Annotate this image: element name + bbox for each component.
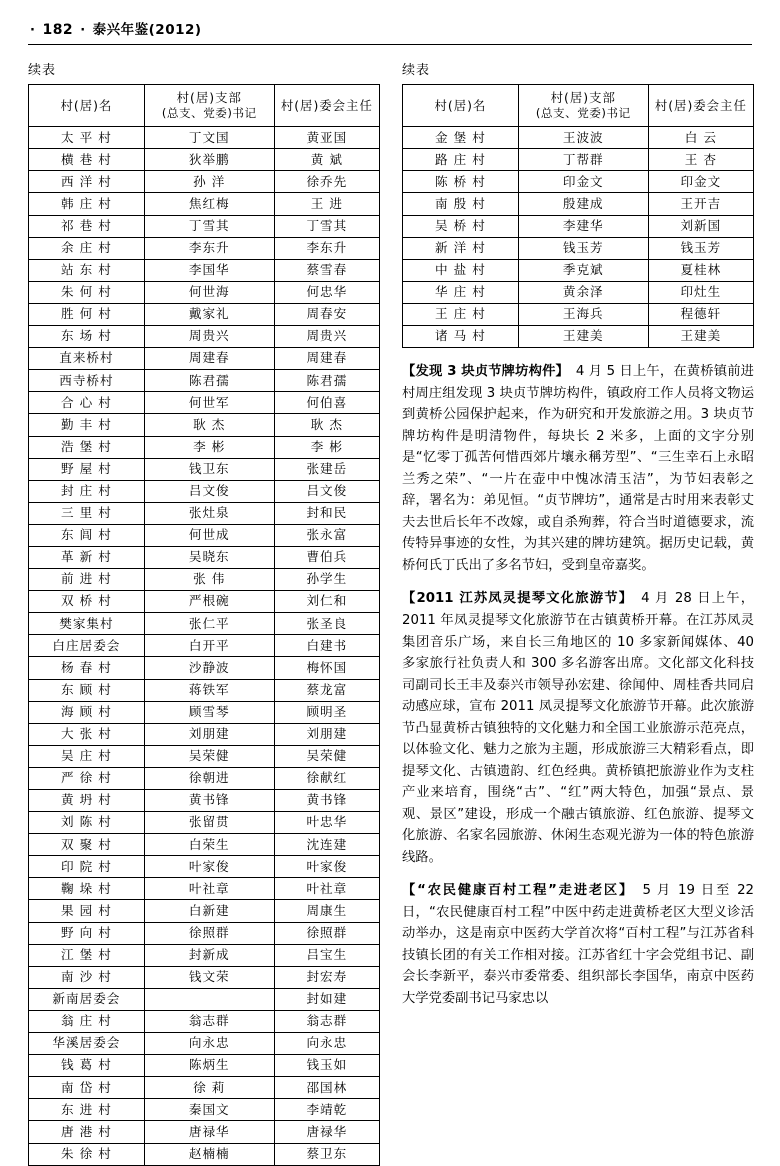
table-row [29, 348, 380, 370]
cell-director: 唐禄华 [274, 1121, 379, 1143]
cell-director: 蔡卫东 [274, 1143, 379, 1165]
cell-secretary: 周建春 [144, 348, 274, 370]
cell-secretary: 沙静波 [144, 657, 274, 679]
cell-secretary: 吴荣健 [144, 745, 274, 767]
column-header-director: 村(居)委会主任 [648, 85, 753, 127]
cell-village-name: 东 闾 村 [29, 524, 145, 546]
table-row [29, 790, 380, 812]
cell-director: 孙学生 [274, 569, 379, 591]
cell-director: 王 进 [274, 193, 379, 215]
cell-secretary: 季克斌 [518, 259, 648, 281]
table-row [29, 723, 380, 745]
table-row [29, 215, 380, 237]
cell-secretary: 王波波 [518, 127, 648, 149]
cell-secretary: 陈炳生 [144, 1055, 274, 1077]
cell-director: 吕文俊 [274, 480, 379, 502]
cell-director: 耿 杰 [274, 414, 379, 436]
table-row [403, 215, 754, 237]
table-row [403, 193, 754, 215]
cell-director: 李 彬 [274, 436, 379, 458]
cell-secretary: 黄书锋 [144, 790, 274, 812]
cell-secretary: 钱玉芳 [518, 237, 648, 259]
table-row [29, 127, 380, 149]
cell-village-name: 合 心 村 [29, 392, 145, 414]
cell-secretary: 叶家俊 [144, 856, 274, 878]
cell-village-name: 刘 陈 村 [29, 812, 145, 834]
header-rule [28, 44, 752, 45]
table-row [29, 303, 380, 325]
cell-secretary: 狄举鹏 [144, 149, 274, 171]
cell-secretary: 印金文 [518, 171, 648, 193]
table-row [29, 922, 380, 944]
article-list [402, 361, 754, 1009]
cell-director: 封和民 [274, 502, 379, 524]
table-row [29, 259, 380, 281]
cell-director: 白建书 [274, 635, 379, 657]
cell-village-name: 南 沙 村 [29, 966, 145, 988]
cell-director: 刘新国 [648, 215, 753, 237]
cell-village-name: 西寺桥村 [29, 370, 145, 392]
cell-secretary: 张 伟 [144, 569, 274, 591]
village-officials-table-left [28, 84, 380, 1166]
cell-village-name: 华 庄 村 [403, 281, 519, 303]
cell-secretary: 吴晓东 [144, 546, 274, 568]
cell-village-name: 直来桥村 [29, 348, 145, 370]
cell-secretary: 李东升 [144, 237, 274, 259]
cell-director: 蔡雪春 [274, 259, 379, 281]
cell-secretary: 叶社章 [144, 878, 274, 900]
cell-village-name: 江 堡 村 [29, 944, 145, 966]
table-row [29, 1055, 380, 1077]
cell-secretary: 殷建成 [518, 193, 648, 215]
table-row [403, 326, 754, 348]
table-row [29, 1121, 380, 1143]
article-paragraph [402, 361, 754, 576]
cell-secretary: 白开平 [144, 635, 274, 657]
table-row [29, 1143, 380, 1165]
cell-secretary: 张灶泉 [144, 502, 274, 524]
table-row [29, 392, 380, 414]
table-row [29, 480, 380, 502]
article-title: 【发现 3 块贞节牌坊构件】 [402, 364, 563, 380]
cell-village-name: 诸 马 村 [403, 326, 519, 348]
continued-label-left: 续表 [28, 63, 57, 78]
cell-village-name: 西 洋 村 [29, 171, 145, 193]
cell-secretary: 耿 杰 [144, 414, 274, 436]
cell-secretary: 黄余泽 [518, 281, 648, 303]
cell-director: 封宏寿 [274, 966, 379, 988]
cell-director: 向永忠 [274, 1033, 379, 1055]
table-row [403, 237, 754, 259]
cell-village-name: 吴 庄 村 [29, 745, 145, 767]
cell-secretary: 焦红梅 [144, 193, 274, 215]
cell-director: 张建岳 [274, 458, 379, 480]
cell-secretary: 刘朋建 [144, 723, 274, 745]
table-row [29, 767, 380, 789]
cell-director: 黄书锋 [274, 790, 379, 812]
cell-secretary: 丁帮群 [518, 149, 648, 171]
cell-director: 刘仁和 [274, 591, 379, 613]
cell-director: 白 云 [648, 127, 753, 149]
cell-village-name: 勤 丰 村 [29, 414, 145, 436]
cell-director: 何忠华 [274, 281, 379, 303]
cell-village-name: 站 东 村 [29, 259, 145, 281]
cell-village-name: 华溪居委会 [29, 1033, 145, 1055]
cell-village-name: 大 张 村 [29, 723, 145, 745]
cell-director: 张永富 [274, 524, 379, 546]
cell-director: 周春安 [274, 303, 379, 325]
cell-secretary: 翁志群 [144, 1010, 274, 1032]
cell-village-name: 鞠 垛 村 [29, 878, 145, 900]
table-row [29, 745, 380, 767]
cell-secretary: 王建美 [518, 326, 648, 348]
page-number: 182 [42, 22, 74, 38]
cell-secretary: 赵楠楠 [144, 1143, 274, 1165]
cell-village-name: 余 庄 村 [29, 237, 145, 259]
cell-secretary: 张留贯 [144, 812, 274, 834]
article-paragraph [402, 880, 754, 1009]
cell-secretary: 李 彬 [144, 436, 274, 458]
cell-director: 邵国林 [274, 1077, 379, 1099]
cell-director: 沈连建 [274, 834, 379, 856]
cell-village-name: 白庄居委会 [29, 635, 145, 657]
cell-director: 翁志群 [274, 1010, 379, 1032]
cell-director: 蔡龙富 [274, 679, 379, 701]
cell-village-name: 杨 春 村 [29, 657, 145, 679]
right-column [402, 59, 754, 1166]
table-row [29, 436, 380, 458]
cell-secretary: 陈君孺 [144, 370, 274, 392]
table-row [29, 701, 380, 723]
cell-village-name: 新南居委会 [29, 988, 145, 1010]
cell-secretary: 向永忠 [144, 1033, 274, 1055]
cell-village-name: 吴 桥 村 [403, 215, 519, 237]
two-column-layout [28, 59, 752, 1166]
article-body: 5 月 19 日至 22 日，“农民健康百村工程”中医中药走进黄桥老区大型义诊活动举办，这是南京中医药大学首次将“百村工程”与江苏省科技镇长团的有关工作相对接。江苏省红十字会党组书记、副会长李新平，泰兴市委常委、组织部长李国华，南京中医药大学党委副书记马家忠以 [402, 883, 754, 1006]
cell-director: 李东升 [274, 237, 379, 259]
table-row [29, 1077, 380, 1099]
cell-village-name: 双 聚 村 [29, 834, 145, 856]
table-row [29, 193, 380, 215]
cell-village-name: 翁 庄 村 [29, 1010, 145, 1032]
cell-village-name: 海 顾 村 [29, 701, 145, 723]
table-row [29, 856, 380, 878]
article-entry [402, 361, 754, 576]
cell-secretary: 何世成 [144, 524, 274, 546]
table-row [29, 1010, 380, 1032]
cell-village-name: 革 新 村 [29, 546, 145, 568]
table-row [403, 303, 754, 325]
table-header-row [29, 85, 380, 127]
cell-director: 张圣良 [274, 613, 379, 635]
cell-secretary: 李国华 [144, 259, 274, 281]
article-paragraph [402, 588, 754, 868]
cell-secretary: 唐禄华 [144, 1121, 274, 1143]
table-header-row [403, 85, 754, 127]
table-row [403, 171, 754, 193]
cell-village-name: 严 徐 村 [29, 767, 145, 789]
cell-village-name: 野 屋 村 [29, 458, 145, 480]
cell-director: 刘朋建 [274, 723, 379, 745]
header-bullet-left: · [30, 23, 36, 38]
cell-village-name: 浩 堡 村 [29, 436, 145, 458]
cell-secretary: 顾雪琴 [144, 701, 274, 723]
table-row [29, 149, 380, 171]
cell-village-name: 南 殷 村 [403, 193, 519, 215]
table-row [29, 635, 380, 657]
cell-director: 程德轩 [648, 303, 753, 325]
cell-director: 黄亚国 [274, 127, 379, 149]
cell-secretary: 戴家礼 [144, 303, 274, 325]
table-row [29, 988, 380, 1010]
cell-director: 叶家俊 [274, 856, 379, 878]
cell-village-name: 南 岱 村 [29, 1077, 145, 1099]
cell-director: 印灶生 [648, 281, 753, 303]
table-row [29, 414, 380, 436]
cell-secretary: 吕文俊 [144, 480, 274, 502]
cell-secretary: 钱文荣 [144, 966, 274, 988]
village-officials-table-right [402, 84, 754, 348]
cell-secretary [144, 988, 274, 1010]
cell-secretary: 徐照群 [144, 922, 274, 944]
cell-secretary: 孙 洋 [144, 171, 274, 193]
cell-village-name: 新 洋 村 [403, 237, 519, 259]
cell-secretary: 封新成 [144, 944, 274, 966]
cell-village-name: 唐 港 村 [29, 1121, 145, 1143]
cell-director: 丁雪其 [274, 215, 379, 237]
cell-director: 吴荣健 [274, 745, 379, 767]
cell-director: 钱玉芳 [648, 237, 753, 259]
cell-village-name: 祁 巷 村 [29, 215, 145, 237]
cell-secretary: 王海兵 [518, 303, 648, 325]
cell-director: 王开吉 [648, 193, 753, 215]
cell-village-name: 果 园 村 [29, 900, 145, 922]
cell-director: 周建春 [274, 348, 379, 370]
cell-village-name: 朱 徐 村 [29, 1143, 145, 1165]
table-row [403, 149, 754, 171]
header-bullet-right: · [80, 23, 86, 38]
cell-secretary: 蒋铁军 [144, 679, 274, 701]
cell-village-name: 胜 何 村 [29, 303, 145, 325]
cell-village-name: 韩 庄 村 [29, 193, 145, 215]
cell-village-name: 封 庄 村 [29, 480, 145, 502]
cell-director: 陈君孺 [274, 370, 379, 392]
table-row [403, 281, 754, 303]
cell-village-name: 三 里 村 [29, 502, 145, 524]
cell-director: 王 杏 [648, 149, 753, 171]
table-row [403, 259, 754, 281]
table-row [29, 657, 380, 679]
cell-village-name: 路 庄 村 [403, 149, 519, 171]
table-row [29, 966, 380, 988]
table-row [29, 326, 380, 348]
table-row [29, 834, 380, 856]
cell-secretary: 何世军 [144, 392, 274, 414]
cell-director: 黄 斌 [274, 149, 379, 171]
table-row [29, 569, 380, 591]
table-row [29, 171, 380, 193]
cell-director: 曹伯兵 [274, 546, 379, 568]
cell-village-name: 印 院 村 [29, 856, 145, 878]
cell-director: 叶忠华 [274, 812, 379, 834]
cell-secretary: 张仁平 [144, 613, 274, 635]
cell-director: 吕宝生 [274, 944, 379, 966]
cell-director: 李靖乾 [274, 1099, 379, 1121]
cell-secretary: 李建华 [518, 215, 648, 237]
table-row [29, 370, 380, 392]
cell-village-name: 东 顾 村 [29, 679, 145, 701]
cell-director: 印金文 [648, 171, 753, 193]
column-header-village: 村(居)名 [29, 85, 145, 127]
cell-director: 梅怀国 [274, 657, 379, 679]
table-row [29, 524, 380, 546]
column-header-secretary: 村(居)支部 (总支、党委)书记 [518, 85, 648, 127]
cell-secretary: 周贵兴 [144, 326, 274, 348]
table-row [29, 944, 380, 966]
cell-director: 何伯喜 [274, 392, 379, 414]
cell-village-name: 中 盐 村 [403, 259, 519, 281]
column-header-director: 村(居)委会主任 [274, 85, 379, 127]
table-row [29, 458, 380, 480]
table-row [29, 546, 380, 568]
article-title: 【“农民健康百村工程”走进老区】 [402, 883, 628, 899]
cell-village-name: 黄 坍 村 [29, 790, 145, 812]
cell-secretary: 白新建 [144, 900, 274, 922]
cell-village-name: 横 巷 村 [29, 149, 145, 171]
cell-secretary: 严根碗 [144, 591, 274, 613]
table-row [29, 613, 380, 635]
page-header [28, 18, 752, 40]
cell-village-name: 野 向 村 [29, 922, 145, 944]
article-body: 4 月 5 日上午，在黄桥镇前进村周庄组发现 3 块贞节牌坊构件，镇政府工作人员将文物运到黄桥公园保护起来，作为研究和开发旅游之用。3 块贞节牌坊构件是明清物件，每块长 2 米多，上面的文字分别是“忆零丁孤苦何惜西郊片壤永稱芳型”、“三生幸石上永昭兰秀之荣”、“一片在壶中中愧冰清玉洁”，为节妇表彰之辞，署名为：弟见恒。“贞节牌坊”，通常是古时用来表彰丈夫去世后长年不改嫁，或自杀殉葬，符合当时道德要求，流传特异事迹的女性，为其兴建的牌坊建筑。据历史记载，黄桥何氏丁氏出了多名节妇，受到皇帝嘉奖。 [402, 364, 754, 573]
cell-village-name: 朱 何 村 [29, 281, 145, 303]
table-row [29, 900, 380, 922]
table-row [29, 502, 380, 524]
table-row [29, 237, 380, 259]
table-row [29, 591, 380, 613]
cell-director: 夏桂林 [648, 259, 753, 281]
cell-village-name: 钱 葛 村 [29, 1055, 145, 1077]
column-header-village: 村(居)名 [403, 85, 519, 127]
column-header-secretary: 村(居)支部 (总支、党委)书记 [144, 85, 274, 127]
article-body: 4 月 28 日上午，2011 年凤灵提琴文化旅游节在古镇黄桥开幕。在江苏凤灵集团音乐广场，来自长三角地区的 10 多家新闻媒体、40 多家旅行社负责人和 300 多名游客出席。文化部文化科技司副司长王丰及泰兴市领导孙宏建、徐闻仲、周桂香共同启动感应球，宣布 2011 凤灵提琴文化旅游节开幕。此次旅游节凸显黄桥古镇独特的文化魅力和全国工业旅游示范亮点，以体验文化、魅力之旅为主题，形成旅游三大精彩看点，即提琴文化、古镇遗韵、红色经典。黄桥镇把旅游业作为支柱产业来培育，围绕“古”、“红”两大特色，加强“景点、景观、景区”建设，形成一个融古镇旅游、红色旅游、提琴文化旅游、名家名园旅游、休闲生态观光游为一体的特色旅游线路。 [402, 591, 754, 865]
cell-director: 叶社章 [274, 878, 379, 900]
table-row [29, 1033, 380, 1055]
article-title: 【2011 江苏凤灵提琴文化旅游节】 [402, 591, 627, 607]
cell-secretary: 丁文国 [144, 127, 274, 149]
cell-village-name: 东 场 村 [29, 326, 145, 348]
article-entry [402, 880, 754, 1009]
cell-village-name: 双 桥 村 [29, 591, 145, 613]
cell-village-name: 东 进 村 [29, 1099, 145, 1121]
cell-secretary: 徐朝进 [144, 767, 274, 789]
table-row [29, 1099, 380, 1121]
cell-director: 周康生 [274, 900, 379, 922]
cell-village-name: 金 堡 村 [403, 127, 519, 149]
table-row [29, 281, 380, 303]
table-row [29, 878, 380, 900]
cell-director: 封如建 [274, 988, 379, 1010]
cell-village-name: 前 进 村 [29, 569, 145, 591]
cell-secretary: 徐 莉 [144, 1077, 274, 1099]
cell-secretary: 何世海 [144, 281, 274, 303]
cell-secretary: 钱卫东 [144, 458, 274, 480]
cell-director: 王建美 [648, 326, 753, 348]
left-column [28, 59, 380, 1166]
cell-director: 钱玉如 [274, 1055, 379, 1077]
cell-director: 徐乔先 [274, 171, 379, 193]
article-entry [402, 588, 754, 868]
cell-director: 周贵兴 [274, 326, 379, 348]
cell-village-name: 陈 桥 村 [403, 171, 519, 193]
cell-village-name: 太 平 村 [29, 127, 145, 149]
cell-director: 徐照群 [274, 922, 379, 944]
continued-label-right: 续表 [402, 63, 431, 78]
table-row [403, 127, 754, 149]
table-row [29, 679, 380, 701]
cell-village-name: 樊家集村 [29, 613, 145, 635]
cell-secretary: 丁雪其 [144, 215, 274, 237]
cell-director: 徐献红 [274, 767, 379, 789]
cell-secretary: 秦国文 [144, 1099, 274, 1121]
cell-director: 顾明圣 [274, 701, 379, 723]
cell-secretary: 白荣生 [144, 834, 274, 856]
table-row [29, 812, 380, 834]
cell-village-name: 王 庄 村 [403, 303, 519, 325]
book-title: 泰兴年鉴(2012) [92, 22, 202, 38]
